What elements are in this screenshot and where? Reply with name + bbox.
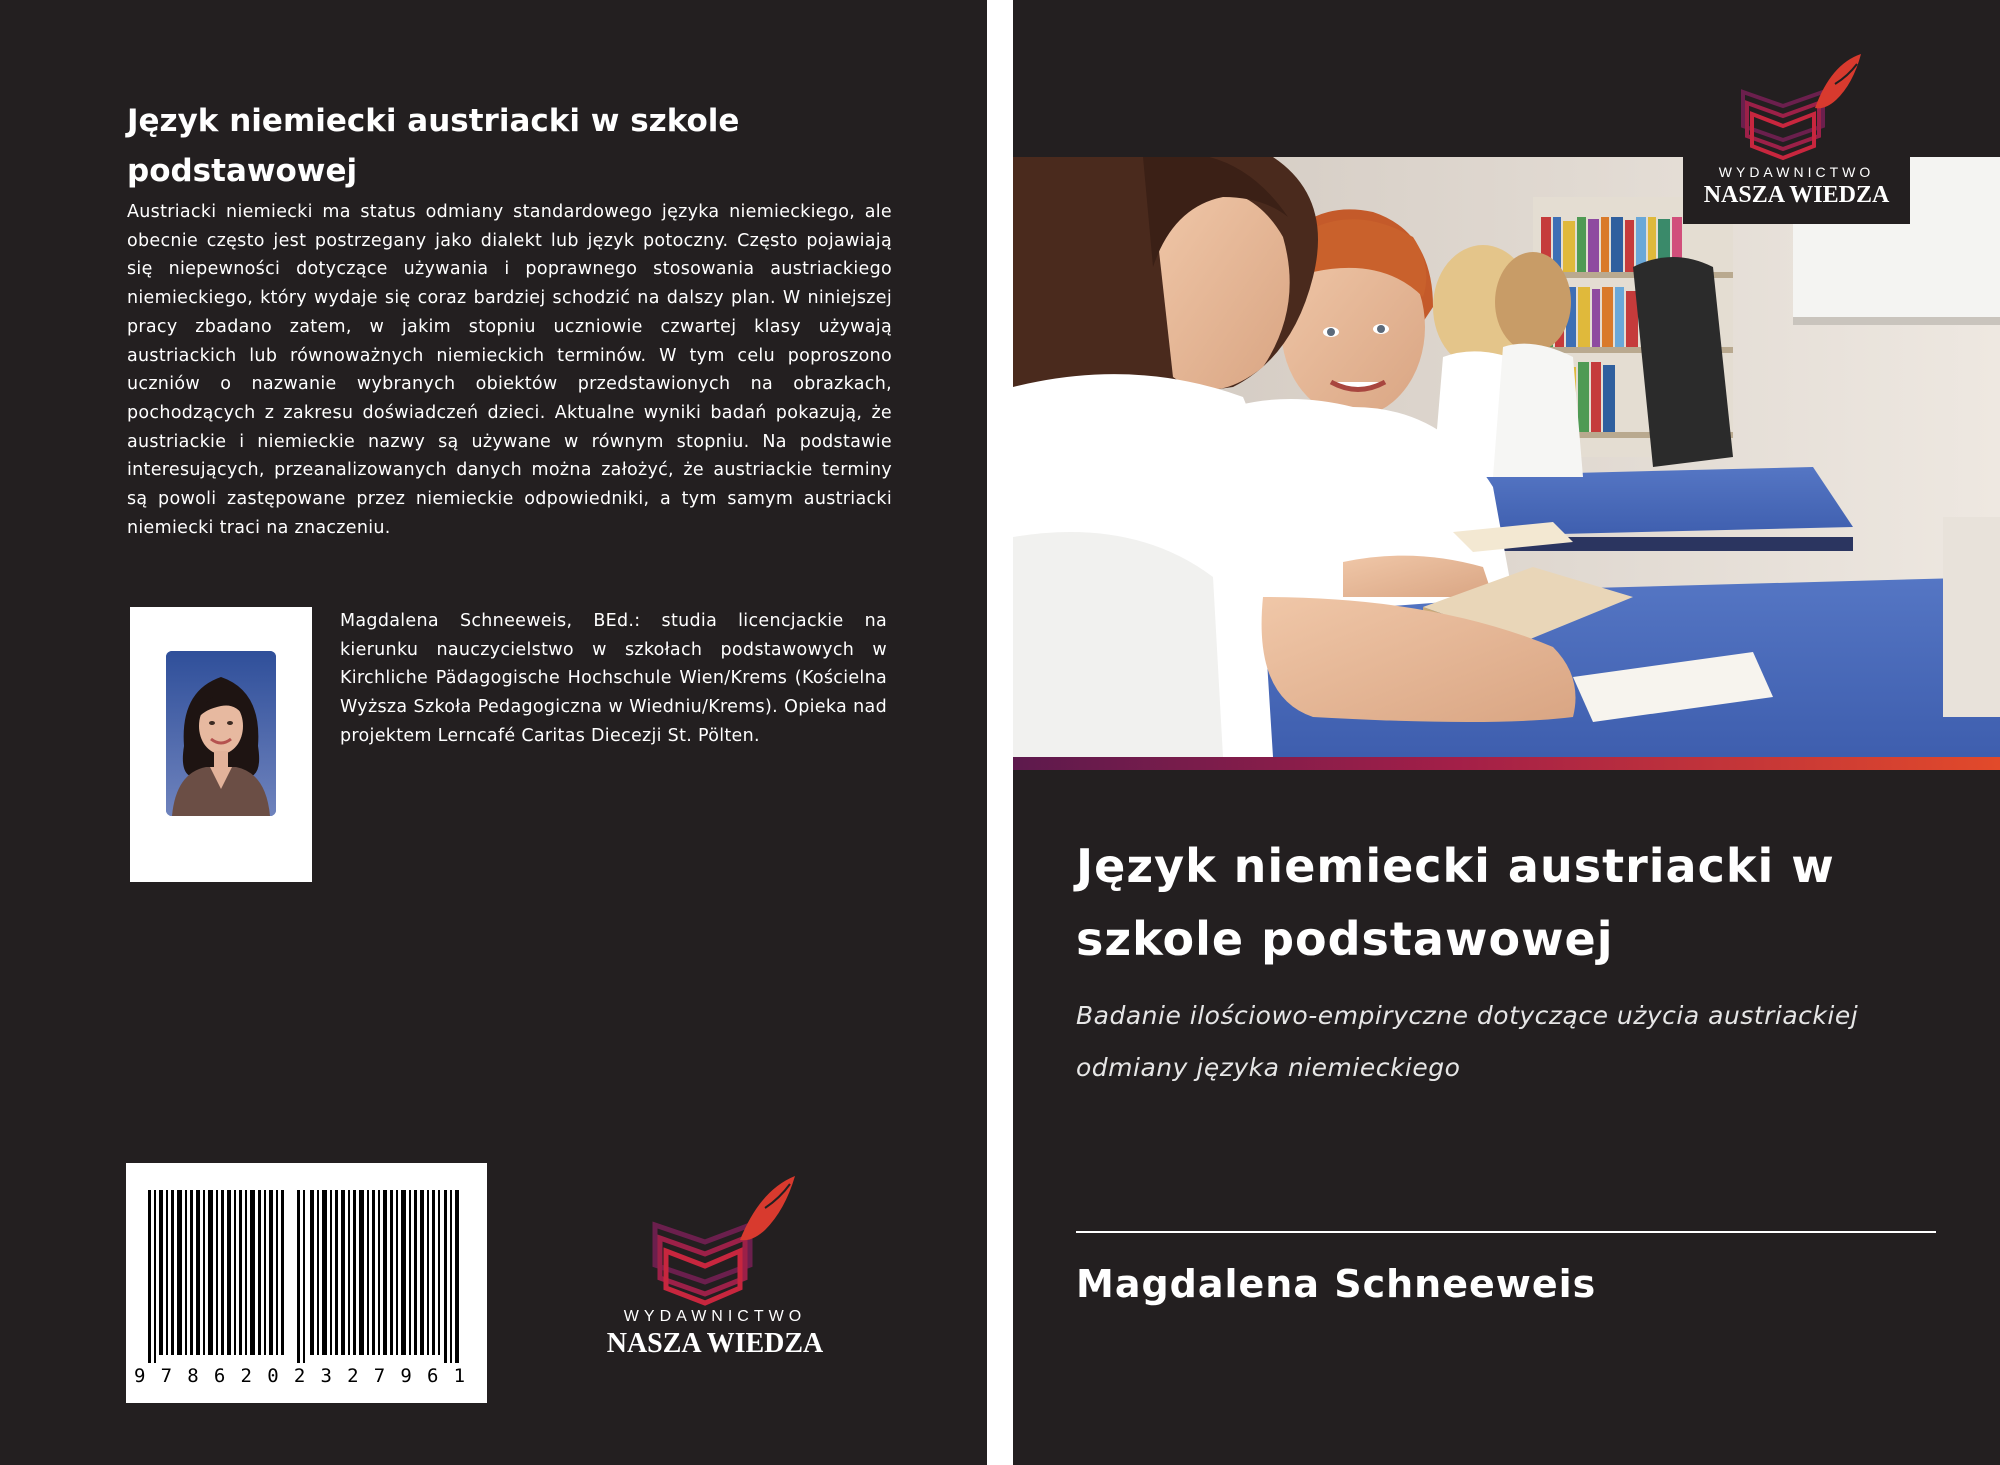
cover-photo-classroom — [1013, 157, 2000, 757]
author-photo-frame — [130, 607, 312, 882]
back-publisher-big: NASZA WIEDZA — [606, 1328, 824, 1359]
book-with-quill-icon — [590, 1170, 840, 1310]
front-publisher-logo — [1683, 52, 1910, 224]
front-cover-author: Magdalena Schneeweis — [1076, 1262, 1597, 1306]
front-publisher-small: WYDAWNICTWO — [1718, 164, 1875, 180]
front-cover — [1013, 0, 2000, 1465]
front-publisher-big: NASZA WIEDZA — [1703, 182, 1890, 208]
book-with-quill-icon — [1683, 52, 1910, 172]
back-cover — [0, 0, 987, 1465]
back-cover-title: Język niemiecki austriacki w szkole podstawowej — [127, 103, 740, 189]
author-bio: Magdalena Schneeweis, BEd.: studia licencjackie na kierunku nauczycielstwo w szkołach podstawowych w Kirchliche Pädagogische Hochschule Wien/Krems (Kościelna Wyższa Szkoła Pedagogiczna w Wiedniu/Krems). Opieka nad projektem Lerncafé Caritas Diecezji St. Pölten. — [340, 611, 887, 746]
front-cover-subtitle: Badanie ilościowo-empiryczne dotyczące użycia austriackiej odmiany języka niemieckiego — [1076, 1001, 1859, 1082]
author-photo — [166, 651, 276, 816]
accent-strip — [1013, 757, 2000, 770]
back-cover-blurb: Austriacki niemiecki ma status odmiany standardowego języka niemieckiego, ale obecnie często jest postrzegany jako dialekt lub język potoczny. Często pojawiają się niepewności dotyczące używania i poprawnego stosowania austriackiego niemieckiego, który wydaje się coraz bardziej schodzić na dalszy plan. W niniejszej pracy zbadano zatem, w jakim stopniu uczniowie czwartej klasy używają austriackich lub równoważnych niemieckich terminów. W tym celu poproszono uczniów o nazwanie wybranych obiektów przedstawionych na obrazkach, pochodzących z zakresu doświadczeń dzieci. Aktualne wyniki badań pokazują, że austriackie i niemieckie nazwy są używane w równym stopniu. Na podstawie interesujących, przeanalizowanych danych można założyć, że austriackie terminy są powoli zastępowane przez niemieckie odpowiedniki, a tym samym austriacki niemiecki traci na znaczeniu. — [127, 202, 892, 538]
isbn-barcode-icon — [126, 1163, 487, 1363]
front-cover-title: Język niemiecki austriacki w szkole podstawowej — [1076, 839, 1835, 966]
isbn-barcode — [126, 1163, 487, 1403]
title-divider — [1076, 1231, 1936, 1233]
isbn-digits: 9786202327961 — [134, 1365, 481, 1387]
back-publisher-small: WYDAWNICTWO — [623, 1308, 807, 1325]
back-publisher-logo — [590, 1170, 840, 1365]
